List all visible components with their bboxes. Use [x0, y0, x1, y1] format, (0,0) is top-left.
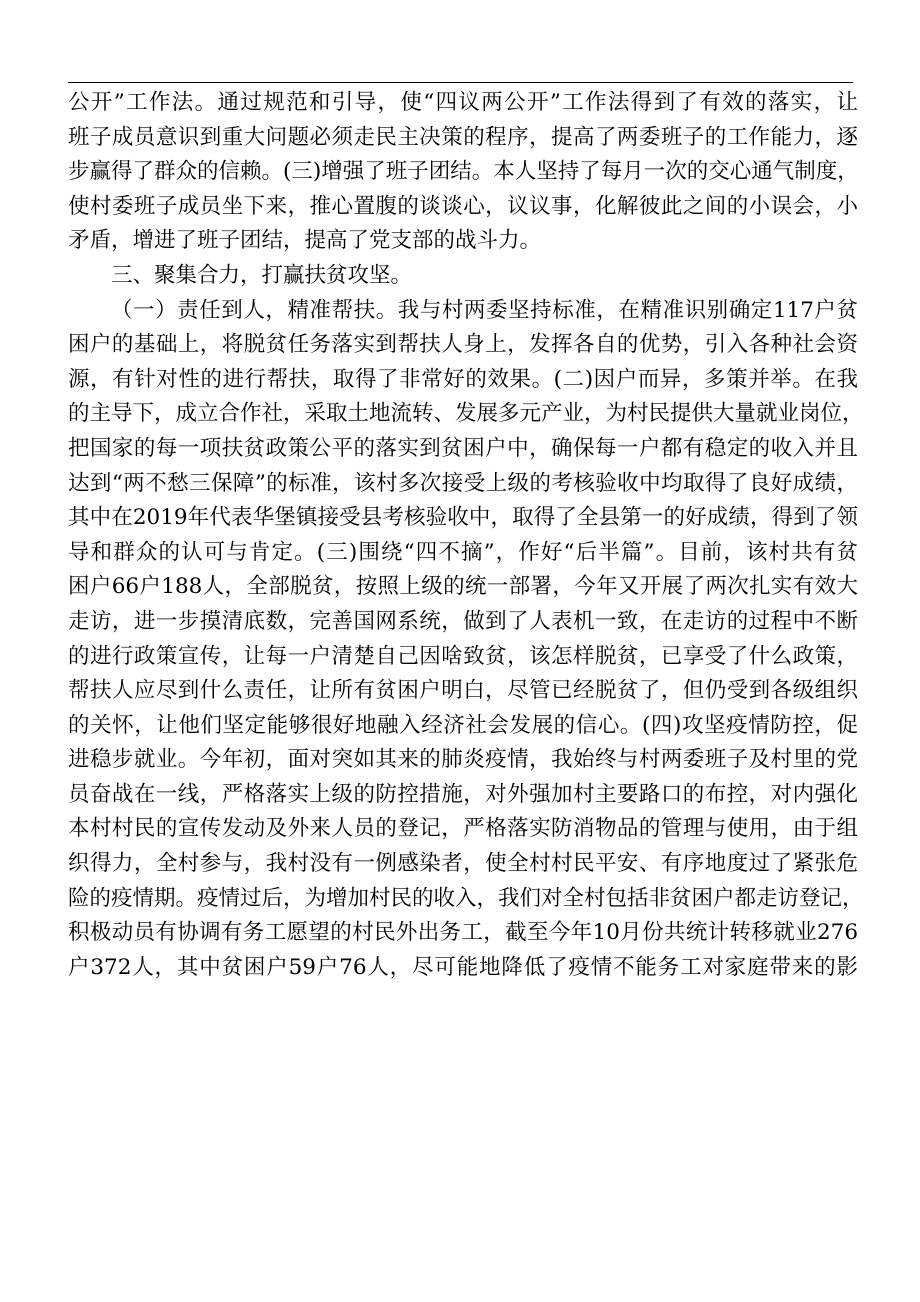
text-line: 进稳步就业。今年初，面对突如其来的肺炎疫情，我始终与村两委班子及村里的党	[68, 747, 858, 773]
text-line: 困户66户188人，全部脱贫，按照上级的统一部署，今年又开展了两次扎实有效大	[68, 574, 858, 600]
text-line: 险的疫情期。疫情过后，为增加村民的收入，我们对全村包括非贫困户都走访登记，	[68, 885, 864, 911]
text-line: 的主导下，成立合作社，采取土地流转、发展多元产业，为村民提供大量就业岗位，	[68, 401, 864, 427]
text-line: 把国家的每一项扶贫政策公平的落实到贫困户中，确保每一户都有稳定的收入并且	[68, 435, 858, 461]
paragraph-poverty-alleviation	[68, 294, 864, 986]
text-line: 矛盾，增进了班子团结，提高了党支部的战斗力。	[68, 228, 542, 254]
text-line: 户372人，其中贫困户59户76人，尽可能地降低了疫情不能务工对家庭带来的影	[68, 954, 858, 980]
text-line: 达到“两不愁三保障”的标准，该村多次接受上级的考核验收中均取得了良好成绩，	[68, 470, 858, 496]
text-line: 织得力，全村参与，我村没有一例感染者，使全村村民平安、有序地度过了紧张危	[68, 851, 858, 877]
header-rule	[68, 82, 853, 83]
text-line: 源，有针对性的进行帮扶，取得了非常好的效果。(二)因户而异，多策并举。在我	[68, 366, 858, 392]
document-body	[68, 86, 864, 985]
text-line: 走访，进一步摸清底数，完善国网系统，做到了人表机一致，在走访的过程中不断	[68, 608, 858, 634]
section-heading: 三、聚集合力，打赢扶贫攻坚。	[111, 262, 413, 288]
text-line: 步赢得了群众的信赖。(三)增强了班子团结。本人坚持了每月一次的交心通气制度，	[68, 159, 859, 185]
text-line: 使村委班子成员坐下来，推心置腹的谈谈心，议议事，化解彼此之间的小误会，小	[68, 193, 858, 219]
text-line: 公开”工作法。通过规范和引导，使“四议两公开”工作法得到了有效的落实，让	[68, 90, 858, 115]
text-line: 本村村民的宣传发动及外来人员的登记，严格落实防消物品的管理与使用，由于组	[68, 816, 858, 842]
text-line: 的进行政策宣传，让每一户清楚自己因啥致贫，该怎样脱贫，已享受了什么政策，	[68, 643, 858, 669]
text-line: 困户的基础上，将脱贫任务落实到帮扶人身上，发挥各自的优势，引入各种社会资	[68, 332, 858, 358]
text-line: 班子成员意识到重大问题必须走民主决策的程序，提高了两委班子的工作能力，逐	[68, 124, 858, 150]
paragraph-team-unity	[68, 86, 858, 259]
text-line: 的关怀，让他们坚定能够很好地融入经济社会发展的信心。(四)攻坚疫情防控，促	[68, 712, 858, 738]
text-line: （一）责任到人，精准帮扶。我与村两委坚持标准，在精准识别确定117户贫	[111, 297, 858, 323]
text-line: 导和群众的认可与肯定。(三)围绕“四不摘”，作好“后半篇”。目前，该村共有贫	[68, 539, 858, 565]
text-line: 员奋战在一线，严格落实上级的防控措施，对外强加村主要路口的布控，对内强化	[68, 781, 858, 807]
text-line: 帮扶人应尽到什么责任，让所有贫困户明白，尽管已经脱贫了，但仍受到各级组织	[68, 678, 858, 704]
text-line: 其中在2019年代表华堡镇接受县考核验收中，取得了全县第一的好成绩，得到了领	[68, 505, 858, 531]
text-line: 积极动员有协调有务工愿望的村民外出务工，截至今年10月份共统计转移就业276	[68, 920, 858, 946]
